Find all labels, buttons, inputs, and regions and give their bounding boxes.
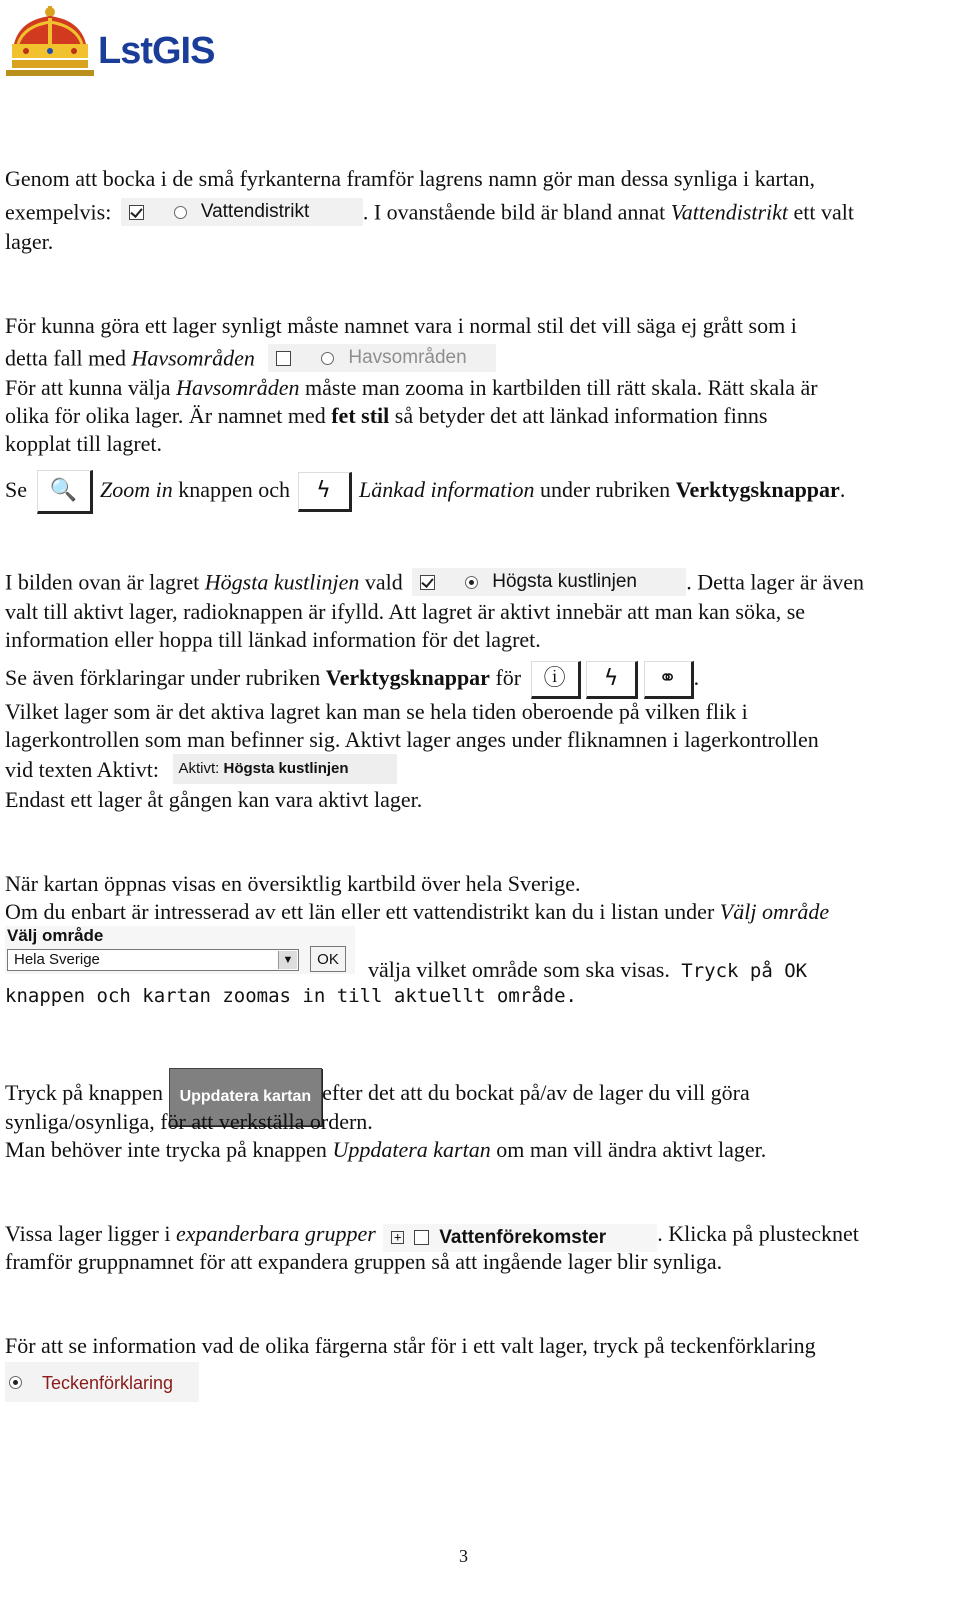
zoom-in-icon: 🔍 (49, 477, 78, 503)
layer-label-hogsta: Högsta kustlinjen (492, 571, 637, 592)
checkbox-checked-icon (129, 205, 144, 220)
p3-line8: Endast ett lager åt gången kan vara aktivt lager. (5, 787, 423, 812)
p3-line4-pre: Se även förklaringar under rubriken (5, 665, 326, 690)
p5-line3 (5, 1136, 766, 1164)
zoom-in-button[interactable] (37, 470, 93, 514)
p6-line1-pre: Vissa lager ligger i (5, 1221, 176, 1246)
crown-icon (6, 4, 94, 80)
p1-prefix: exempelvis: (5, 199, 112, 225)
p5-line1-post: efter det att du bockat på/av de lager du vill göra (322, 1080, 750, 1105)
p2-line6-post: . (839, 477, 846, 502)
p3-line4-mid: för (489, 665, 522, 690)
radio-filled-icon (9, 1376, 22, 1389)
p2-line6-pre: Se (5, 477, 27, 502)
layer-row-hogsta-kustlinjen (412, 568, 686, 596)
lightning-icon: ϟ (316, 477, 331, 503)
p2-line6-em1: Zoom in (100, 477, 173, 502)
radio-empty-icon (174, 206, 187, 219)
p4-line2-pre: Om du enbart är intresserad av ett län eller ett vattendistrikt kan du i listan under (5, 899, 720, 924)
p3-line7-text: vid texten Aktivt: (5, 757, 159, 782)
p2-line6-em2: Länkad information (359, 477, 535, 502)
p2-line2 (5, 344, 496, 373)
group-label-vattenforekomster: Vattenförekomster (439, 1226, 607, 1248)
p5-line2: synliga/osynliga, för att verkställa ordern. (5, 1109, 373, 1134)
p1-post: ett valt (788, 199, 855, 225)
p1-line2 (5, 198, 854, 227)
p3-line4 (5, 658, 699, 699)
p2-line3-em: Havsområden (176, 375, 300, 400)
p5-line1-pre: Tryck på knappen (5, 1080, 164, 1105)
layer-row-vattendistrikt (121, 198, 363, 226)
p3-line1 (5, 568, 864, 597)
p3-line3: information eller hoppa till länkad information för det lagret. (5, 627, 541, 652)
p2-line5: kopplat till lagret. (5, 431, 163, 456)
p1-line3: lager. (5, 229, 54, 254)
p3-line1-post: . Detta lager är även (686, 569, 864, 595)
p2-line2-em: Havsområden (131, 345, 255, 371)
p1-mid: . I ovanstående bild är bland annat (362, 199, 671, 225)
p2-line4 (5, 402, 767, 430)
page-number: 3 (459, 1546, 468, 1566)
p4-line3-mono: Tryck på OK (669, 960, 808, 982)
layer-label-vattendistrikt: Vattendistrikt (200, 201, 310, 222)
p2-line3-pre: För att kunna välja (5, 375, 177, 400)
p2-line4-bold: fet stil (331, 403, 390, 428)
p3-line6: lagerkontrollen som man befinner sig. Aktivt lager anges under fliknamnen i lagerkontrollen (5, 727, 819, 752)
p4-line3-text: välja vilket område som ska visas. (368, 957, 670, 982)
p2-line6 (5, 468, 845, 514)
p7-line1: För att se information vad de olika färgerna står för i ett valt lager, tryck på teckenförklaring (5, 1333, 816, 1358)
layer-label-havsomraden: Havsområden (348, 347, 467, 368)
region-select[interactable] (7, 949, 299, 971)
active-layer-indicator (173, 754, 397, 784)
linked-info-button[interactable] (298, 472, 352, 512)
radio-filled-icon (465, 576, 478, 589)
p2-line4-pre: olika för olika lager. Är namnet med (5, 403, 332, 428)
p6-line1 (5, 1220, 859, 1252)
p3-line1-mid: vald (359, 569, 403, 595)
search-binoculars-button[interactable] (644, 661, 694, 699)
layer-row-havsomraden (268, 344, 496, 372)
valj-omrade-widget (5, 926, 355, 974)
aktiv-value: Högsta kustlinjen (223, 760, 349, 777)
radio-empty-icon (321, 352, 334, 365)
aktiv-label: Aktivt: (178, 760, 220, 777)
p1-line1: Genom att bocka i de små fyrkanterna framför lagrens namn gör man dessa synliga i kartan, (5, 166, 816, 191)
lstgis-logo (6, 4, 226, 84)
p3-line1-em: Högsta kustlinjen (204, 569, 360, 595)
p4-line4: knappen och kartan zoomas in till aktuellt område. (5, 985, 577, 1007)
p3-line1-pre: I bilden ovan är lagret (5, 569, 205, 595)
p3-line2: valt till aktivt lager, radioknappen är ifylld. Att lagret är aktivt innebär att man kan söka, se (5, 599, 806, 624)
checkbox-unchecked-icon (276, 351, 291, 366)
p2-line2-pre: detta fall med (5, 345, 132, 371)
p2-line3-post: måste man zooma in kartbilden till rätt skala. Rätt skala är (299, 375, 818, 400)
binoculars-icon: ⚭ (658, 665, 677, 691)
checkbox-checked-icon (420, 575, 435, 590)
p2-line3 (5, 374, 818, 402)
p4-line3 (368, 956, 807, 985)
p1-em: Vattendistrikt (670, 199, 789, 225)
p2-line6-bold: Verktygsknappar (675, 477, 840, 502)
valj-omrade-title: Välj område (7, 926, 104, 945)
legend-label: Teckenförklaring (42, 1373, 174, 1393)
p5-line3-pre: Man behöver inte trycka på knappen (5, 1137, 333, 1162)
p4-line1: När kartan öppnas visas en översiktlig kartbild över hela Sverige. (5, 871, 581, 896)
p3-line7 (5, 756, 397, 784)
logo-text: LstGIS (98, 30, 215, 72)
p5-line3-em: Uppdatera kartan (332, 1137, 491, 1162)
region-select-value: Hela Sverige (14, 951, 100, 968)
p2-line4-post: så betyder det att länkad information finns (389, 403, 768, 428)
checkbox-unchecked-icon (414, 1230, 429, 1245)
update-map-button[interactable]: Uppdatera kartan (169, 1068, 323, 1126)
p3-line5: Vilket lager som är det aktiva lagret kan man se hela tiden oberoende på vilken flik i (5, 699, 748, 724)
p5-line3-post: om man vill ändra aktivt lager. (490, 1137, 767, 1162)
chevron-down-icon[interactable]: ▼ (278, 951, 297, 969)
p6-line1-em: expanderbara grupper (175, 1221, 376, 1246)
lightning-icon: ϟ (603, 665, 619, 691)
ok-button[interactable]: OK (310, 946, 346, 972)
p2-line6-mid2: under rubriken (534, 477, 676, 502)
p6-line1-post: . Klicka på plustecknet (657, 1221, 859, 1246)
p2-line1: För kunna göra ett lager synligt måste namnet vara i normal stil det vill säga ej grått som i (5, 313, 797, 338)
p6-line2: framför gruppnamnet för att expandera gruppen så att ingående lager blir synliga. (5, 1249, 723, 1274)
legend-button[interactable] (5, 1362, 199, 1402)
expand-plus-icon[interactable]: + (391, 1231, 404, 1244)
p2-line6-mid: knappen och (172, 477, 291, 502)
p4-line2 (5, 898, 829, 926)
p3-line4-bold: Verktygsknappar (325, 665, 490, 690)
p3-line4-post: . (693, 665, 700, 690)
linked-info-button-2[interactable] (586, 661, 638, 699)
info-icon: ⓘ (543, 665, 566, 691)
p4-line2-em: Välj område (719, 899, 830, 924)
info-button[interactable] (531, 661, 581, 699)
